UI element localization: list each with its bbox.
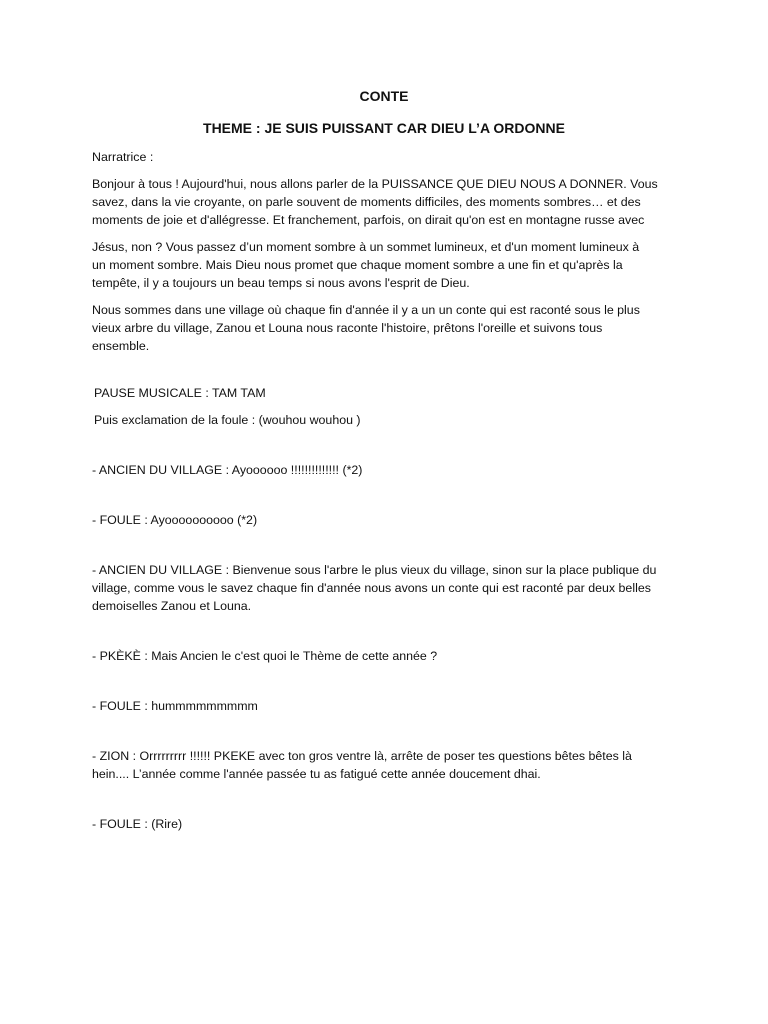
text-line: - ANCIEN DU VILLAGE : Ayoooooo !!!!!!!!!!!!!! (*2) [92,463,363,477]
text-line: ensemble. [92,339,150,353]
text-line: - FOULE : Ayoooooooooo (*2) [92,513,258,527]
dialogue-line [92,511,676,529]
spacer [92,624,676,647]
text-line: savez, dans la vie croyante, on parle souvent de moments difficiles, des moments sombres… et des [92,195,641,209]
dialogue-line [92,561,676,615]
text-line: Jésus, non ? Vous passez d’un moment sombre à un sommet lumineux, et d'un moment lumineux à [92,240,640,254]
text-line: tempête, il y a toujours un beau temps si nous avons l'esprit de Dieu. [92,276,470,290]
text-line: Nous sommes dans une village où chaque fin d'année il y a un un conte qui est raconté sous le plus [92,303,640,317]
spacer [92,488,676,511]
text-line: hein.... L’année comme l'année passée tu as fatigué cette année doucement dhai. [92,767,541,781]
spacer [92,364,676,384]
text-line: moments de joie et d'allégresse. Et franchement, parfois, on dirait qu'on est en montagne russe avec [92,213,645,227]
dialogue-line [92,461,676,479]
stage-direction-crowd: Puis exclamation de la foule : (wouhou wouhou ) [94,413,361,427]
document-body [92,86,676,842]
text-line: Bonjour à tous ! Aujourd'hui, nous allons parler de la PUISSANCE QUE DIEU NOUS A DONNER. Vous [92,177,658,191]
text-line: - PKÈKÈ : Mais Ancien le c'est quoi le Thème de cette année ? [92,649,438,663]
dialogue-line [92,697,676,715]
dialogue-line [92,815,676,833]
spacer [92,724,676,747]
stage-direction-music: PAUSE MUSICALE : TAM TAM [94,386,266,400]
text-line: vieux arbre du village, Zanou et Louna nous raconte l'histoire, prêtons l'oreille et suivons tous [92,321,603,335]
document-theme: THEME : JE SUIS PUISSANT CAR DIEU L’A ORDONNE [203,120,565,136]
text-line: - ZION : Orrrrrrrrr !!!!!! PKEKE avec ton gros ventre là, arrête de poser tes questions bêtes bêtes là [92,749,632,763]
dialogue-line [92,647,676,665]
narrator-label: Narratrice : [92,150,154,164]
text-line: - FOULE : (Rire) [92,817,183,831]
intro-paragraph-3 [92,301,676,355]
spacer [92,538,676,561]
spacer [92,674,676,697]
text-line: - FOULE : hummmmmmmmm [92,699,258,713]
text-line: un moment sombre. Mais Dieu nous promet que chaque moment sombre a une fin et qu'après la [92,258,623,272]
intro-paragraph-1 [92,175,676,229]
text-line: village, comme vous le savez chaque fin d'année nous avons un conte qui est raconté par deux belles [92,581,651,595]
text-line: - ANCIEN DU VILLAGE : Bienvenue sous l'arbre le plus vieux du village, sinon sur la place publique du [92,563,657,577]
document-title: CONTE [359,88,409,104]
intro-paragraph-2 [92,238,676,292]
spacer [92,438,676,461]
dialogue-line [92,747,676,783]
text-line: demoiselles Zanou et Louna. [92,599,252,613]
spacer [92,792,676,815]
